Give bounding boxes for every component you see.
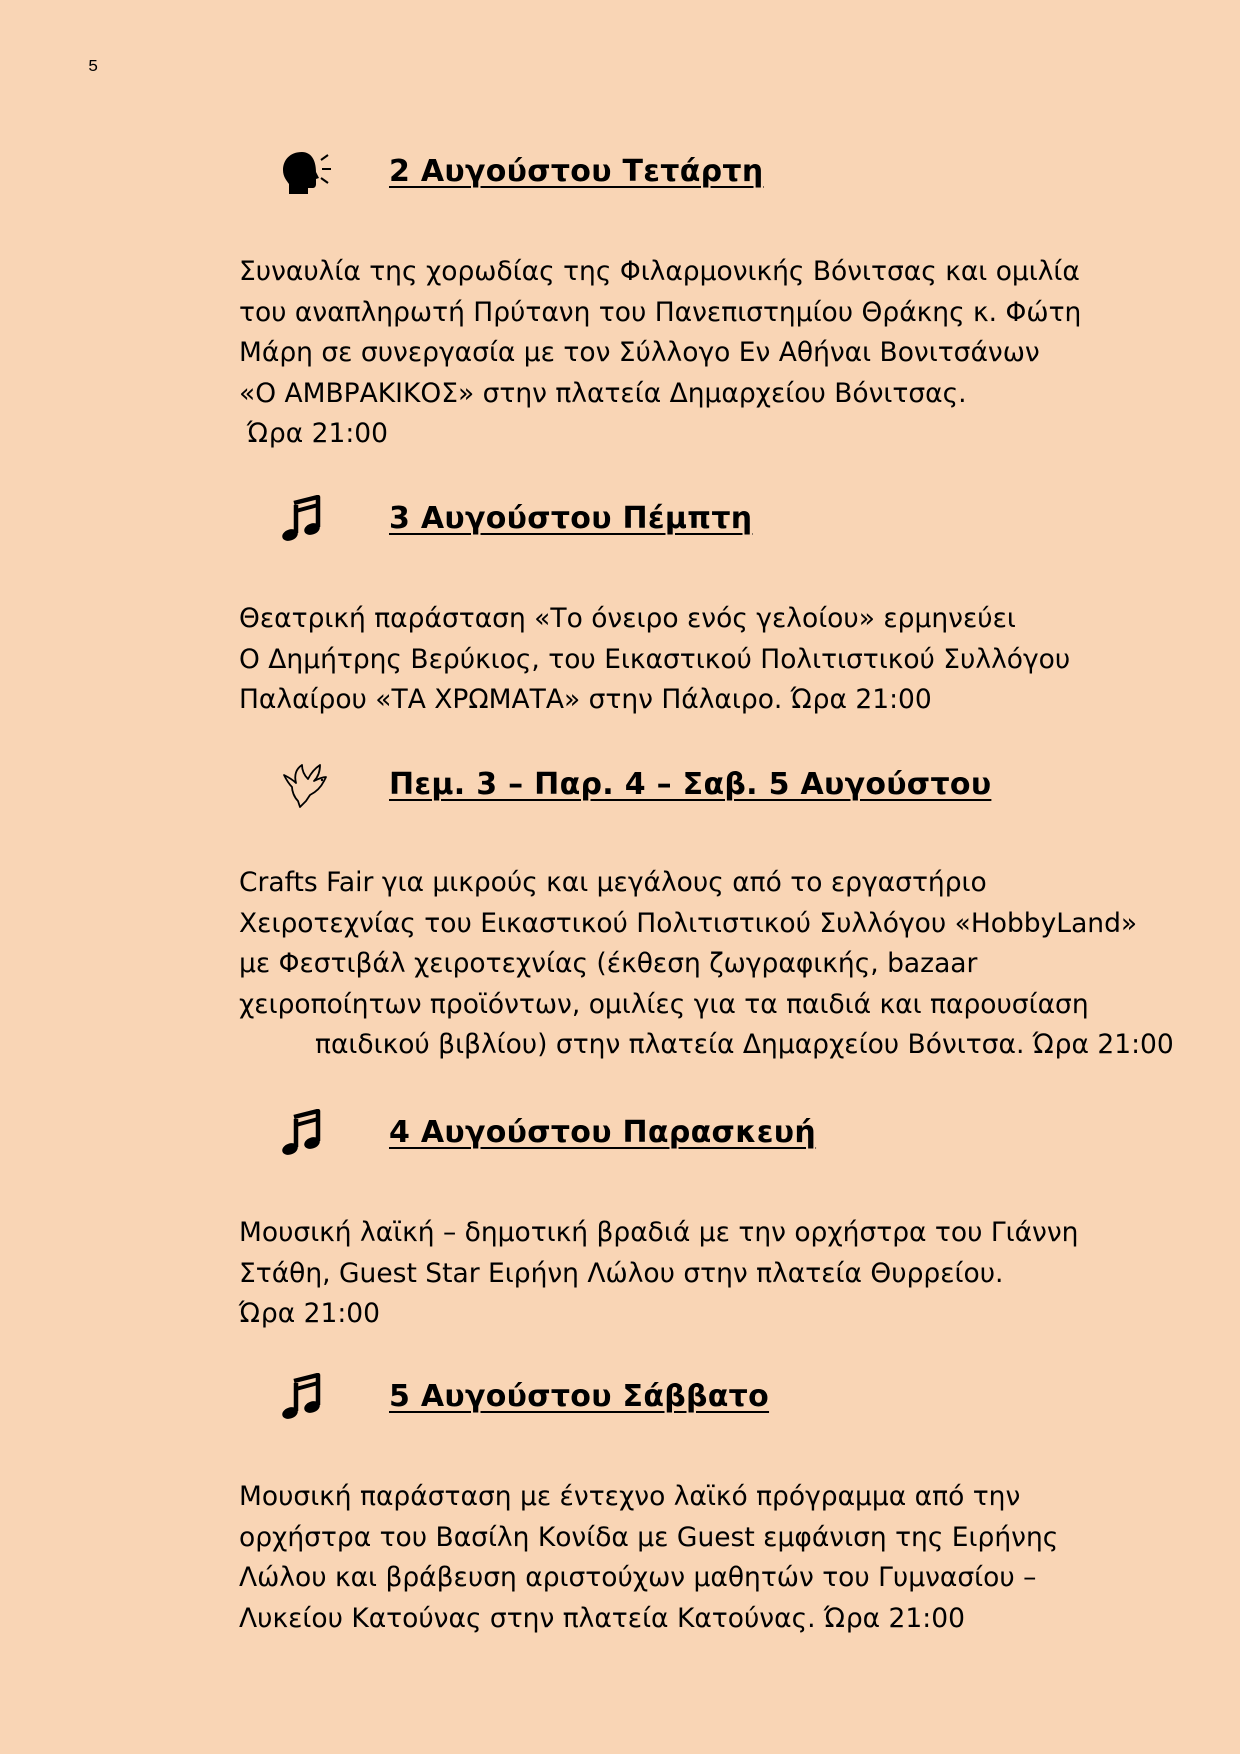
music-note-icon xyxy=(280,495,336,547)
description-line: Μουσική λαϊκή – δημοτική βραδιά με την ορχήστρα του Γιάννη xyxy=(239,1217,1079,1248)
description-line: Συναυλία της χορωδίας της Φιλαρμονικής Βόνιτσας και ομιλία xyxy=(239,256,1080,287)
description-line: Χειροτεχνίας του Εικαστικού Πολιτιστικού Συλλόγου «HobbyLand» xyxy=(239,907,1138,939)
speaking-head-icon xyxy=(280,148,336,200)
event-description xyxy=(239,252,1169,455)
description-line: του αναπληρωτή Πρύτανη του Πανεπιστημίου Θράκης κ. Φώτη xyxy=(239,296,1082,328)
description-line: Μάρη σε συνεργασία με τον Σύλλογο Εν Αθήναι Βονιτσάνων xyxy=(239,337,1040,368)
dove-icon xyxy=(280,761,336,813)
description-line: Ο Δημήτρης Βερύκιος, του Εικαστικού Πολιτιστικού Συλλόγου xyxy=(239,643,1071,675)
description-line: Μουσική παράσταση με έντεχνο λαϊκό πρόγραμμα από την xyxy=(239,1481,1021,1512)
event-title: 4 Αυγούστου Παρασκευή xyxy=(389,1115,817,1150)
event-description xyxy=(239,863,1174,1066)
description-line: «Ο ΑΜΒΡΑΚΙΚΟΣ» στην πλατεία Δημαρχείου Βόνιτσας. xyxy=(239,377,967,409)
page-number: 5 xyxy=(88,58,99,77)
event-title: 5 Αυγούστου Σάββατο xyxy=(389,1379,770,1414)
description-line: Λώλου και βράβευση αριστούχων μαθητών του Γυμνασίου – xyxy=(239,1562,1037,1593)
event-title: Πεμ. 3 – Παρ. 4 – Σαβ. 5 Αυγούστου xyxy=(389,767,992,802)
event-title: 3 Αυγούστου Πέμπτη xyxy=(389,501,753,536)
event-description xyxy=(239,1477,1169,1639)
event-title: 2 Αυγούστου Τετάρτη xyxy=(389,154,764,189)
description-line: ορχήστρα του Βασίλη Κονίδα με Guest εμφάνιση της Ειρήνης xyxy=(239,1521,1059,1553)
description-line: παιδικού βιβλίου) στην πλατεία Δημαρχείου Βόνιτσα. Ώρα 21:00 xyxy=(315,1029,1174,1060)
description-line: Θεατρική παράσταση «Το όνειρο ενός γελοίου» ερμηνεύει xyxy=(239,603,1016,634)
music-note-icon xyxy=(280,1109,336,1161)
event-description xyxy=(239,599,1169,721)
description-line: Στάθη, Guest Star Ειρήνη Λώλου στην πλατεία Θυρρείου. xyxy=(239,1257,1004,1289)
description-line: Λυκείου Κατούνας στην πλατεία Κατούνας. Ώρα 21:00 xyxy=(239,1602,965,1634)
music-note-icon xyxy=(280,1373,336,1425)
description-line: Ώρα 21:00 xyxy=(247,418,388,449)
event-description xyxy=(239,1213,1169,1335)
description-line: με Φεστιβάλ χειροτεχνίας (έκθεση ζωγραφικής, bazaar xyxy=(239,948,978,979)
description-line: χειροποίητων προϊόντων, ομιλίες για τα παιδιά και παρουσίαση xyxy=(239,988,1089,1020)
description-line: Παλαίρου «ΤΑ ΧΡΩΜΑΤΑ» στην Πάλαιρο. Ώρα 21:00 xyxy=(239,684,932,715)
description-line: Crafts Fair για μικρούς και μεγάλους από το εργαστήριο xyxy=(239,867,987,898)
description-line: Ώρα 21:00 xyxy=(239,1298,380,1329)
